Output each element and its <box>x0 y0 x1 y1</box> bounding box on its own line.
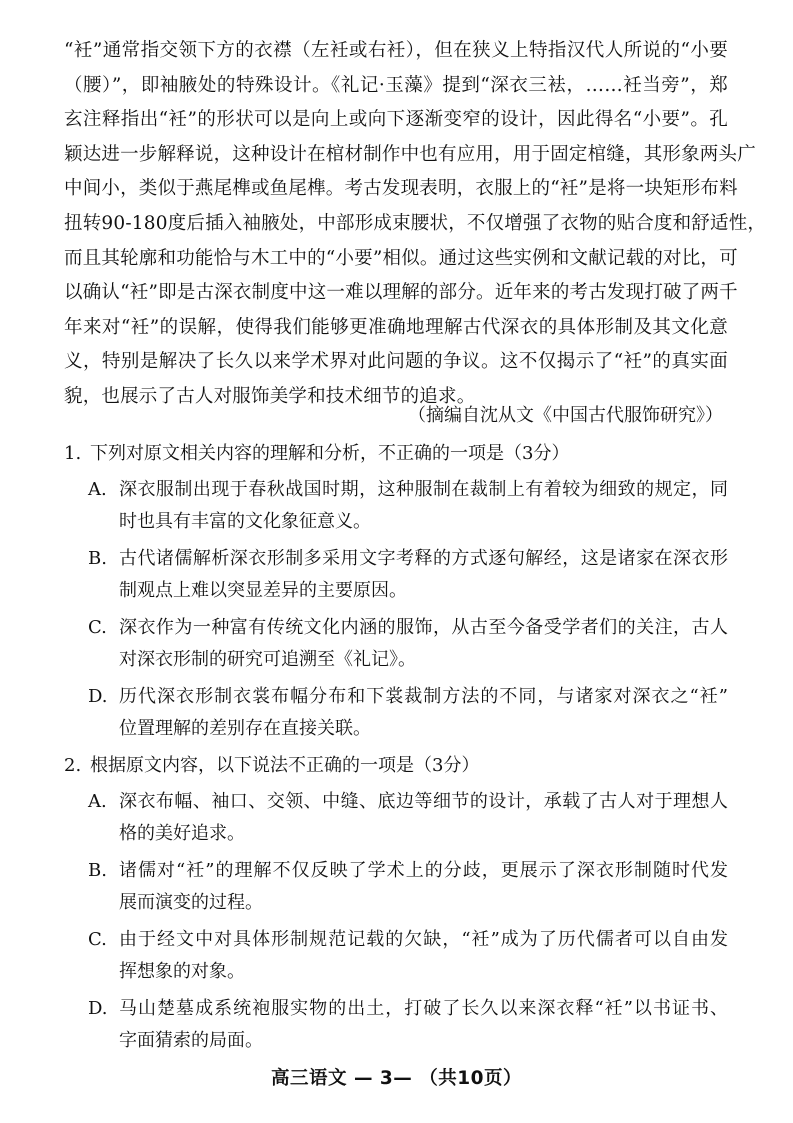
option-label: D. <box>88 998 108 1019</box>
option-line: 深衣布幅、袖口、交领、中缝、底边等细节的设计，承载了古人对于理想人 <box>119 791 728 812</box>
option-2b <box>64 855 728 919</box>
option-line: 制观点上难以突显差异的主要原因。 <box>119 580 407 601</box>
option-line: 时也具有丰富的文化象征意义。 <box>119 511 371 532</box>
option-label: B. <box>88 860 107 881</box>
option-label: D. <box>88 686 108 707</box>
option-label: B. <box>88 548 107 569</box>
question-2 <box>64 750 728 1057</box>
option-1d <box>64 681 728 745</box>
passage-line: 颖达进一步解释说，这种设计在棺材制作中也有应用，用于固定棺缝，其形象两头广 <box>64 143 756 165</box>
option-label: A. <box>88 791 107 812</box>
option-line: 诸儒对“衽”的理解不仅反映了学术上的分歧，更展示了深衣形制随时代发 <box>119 860 728 881</box>
option-2a <box>64 786 728 850</box>
question-stem <box>64 438 728 470</box>
passage-line: 玄注释指出“衽”的形状可以是向上或向下逐渐变窄的设计，因此得名“小要”。孔 <box>64 109 728 131</box>
option-line: 古代诸儒解析深衣形制多采用文字考释的方式逐句解经，这是诸家在深衣形 <box>119 548 728 569</box>
passage-line: 中间小，类似于燕尾榫或鱼尾榫。考古发现表明，衣服上的“衽”是将一块矩形布料 <box>64 178 738 200</box>
option-1b <box>64 543 728 607</box>
passage-line: 年来对“衽”的误解，使得我们能够更准确地理解古代深衣的具体形制及其文化意 <box>64 316 728 338</box>
question-1 <box>64 438 728 745</box>
page-footer: 高三语文 — 3— （共10页） <box>271 1068 522 1089</box>
passage-line: 扭转90-180度后插入袖腋处，中部形成束腰状，不仅增强了衣物的贴合度和舒适性， <box>64 212 767 234</box>
passage-line: 而且其轮廓和功能恰与木工中的“小要”相似。通过这些实例和文献记载的对比，可 <box>64 247 738 269</box>
option-line: 展而演变的过程。 <box>119 892 263 913</box>
option-1c <box>64 612 728 676</box>
option-line: 挥想象的对象。 <box>119 961 245 982</box>
question-stem-text: 根据原文内容，以下说法不正确的一项是（3分） <box>90 755 480 776</box>
passage-line: 貌，也展示了古人对服饰美学和技术细节的追求。 <box>64 385 476 407</box>
question-number: 2. <box>64 755 82 776</box>
option-line: 马山楚墓成系统袍服实物的出土，打破了长久以来深衣释“衽”以书证书、 <box>119 998 728 1019</box>
option-2c <box>64 924 728 988</box>
option-line: 由于经文中对具体形制规范记载的欠缺，“衽”成为了历代儒者可以自由发 <box>119 929 728 950</box>
option-2d <box>64 993 728 1057</box>
option-1a <box>64 474 728 538</box>
question-stem-text: 下列对原文相关内容的理解和分析，不正确的一项是（3分） <box>90 443 570 464</box>
option-line: 位置理解的差别存在直接关联。 <box>119 718 371 739</box>
option-line: 字面猜索的局面。 <box>119 1030 263 1051</box>
passage-text <box>64 34 767 415</box>
option-line: 对深衣形制的研究可追溯至《礼记》。 <box>119 649 416 670</box>
option-label: A. <box>88 479 107 500</box>
passage-line: （腰）”，即袖腋处的特殊设计。《礼记·玉藻》提到“深衣三袪，……衽当旁”，郑 <box>64 74 728 96</box>
option-line: 历代深衣形制衣裳布幅分布和下裳裁制方法的不同，与诸家对深衣之“衽” <box>119 686 728 707</box>
question-stem <box>64 750 728 782</box>
passage-line: 以确认“衽”即是古深衣制度中这一难以理解的部分。近年来的考古发现打破了两千 <box>64 282 738 304</box>
option-line: 深衣服制出现于春秋战国时期，这种服制在裁制上有着较为细致的规定，同 <box>119 479 728 500</box>
option-label: C. <box>88 929 107 950</box>
question-number: 1. <box>64 443 82 464</box>
passage-line: 义，特别是解决了长久以来学术界对此问题的争议。这不仅揭示了“衽”的真实面 <box>64 351 728 373</box>
question-list <box>64 438 728 1057</box>
passage-line: “衽”通常指交领下方的衣襟（左衽或右衽），但在狭义上特指汉代人所说的“小要 <box>64 40 728 61</box>
option-line: 深衣作为一种富有传统文化内涵的服饰，从古至今备受学者们的关注，古人 <box>119 617 728 638</box>
option-line: 格的美好追求。 <box>119 823 245 844</box>
passage-source: （摘编自沈从文《中国古代服饰研究》） <box>408 405 723 426</box>
option-label: C. <box>88 617 107 638</box>
